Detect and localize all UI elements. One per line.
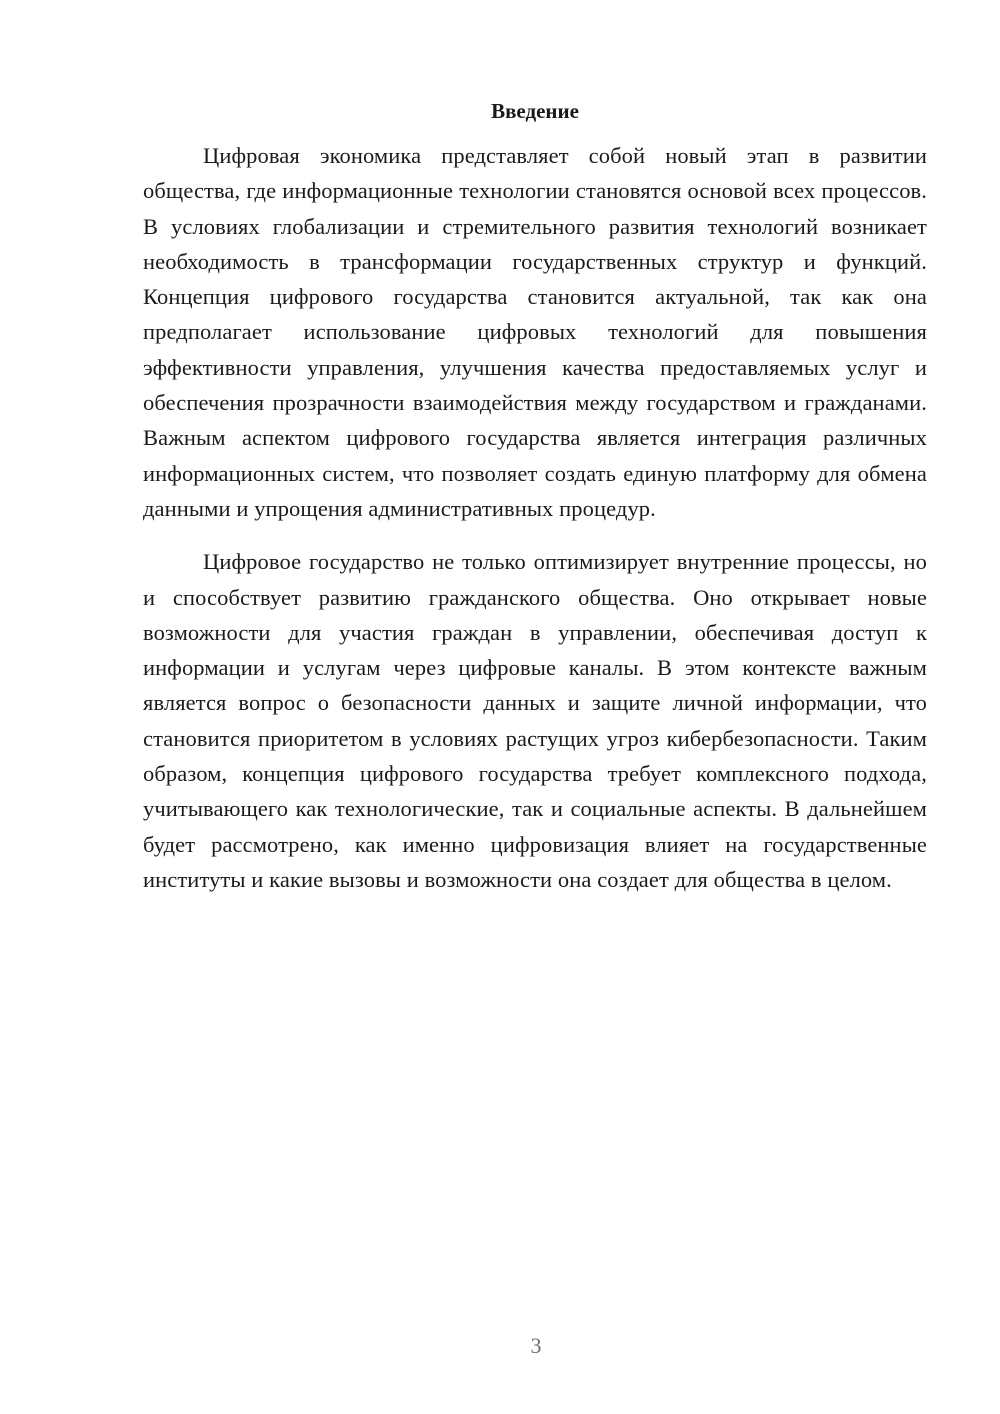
paragraph-2: Цифровое государство не только оптимизирует внутренние процессы, но и способствует развитию гражданского общества. Оно открывает новые возможности для участия граждан в управлении, обеспечивая доступ к информации и услугам через цифровые каналы. В этом контексте важным является вопрос о безопасности данных и защите личной информации, что становится приоритетом в условиях растущих угроз кибербезопасности. Таким образом, концепция цифрового государства требует комплексного подхода, учитывающего как технологические, так и социальные аспекты. В дальнейшем будет рассмотрено, как именно цифровизация влияет на государственные институты и какие вызовы и возможности она создает для общества в целом.	[143, 549, 927, 892]
paragraph-1: Цифровая экономика представляет собой новый этап в развитии общества, где информационные технологии становятся основой всех процессов. В условиях глобализации и стремительного развития технологий возникает необходимость в трансформации государственных структур и функций. Концепция цифрового государства становится актуальной, так как она предполагает использование цифровых технологий для повышения эффективности управления, улучшения качества предоставляемых услуг и обеспечения прозрачности взаимодействия между государством и гражданами. Важным аспектом цифрового государства является интеграция различных информационных систем, что позволяет создать единую платформу для обмена данными и упрощения административных процедур.	[143, 143, 927, 521]
page-number: 3	[530, 1333, 542, 1358]
section-heading: Введение	[491, 99, 579, 123]
page-content	[143, 95, 927, 915]
